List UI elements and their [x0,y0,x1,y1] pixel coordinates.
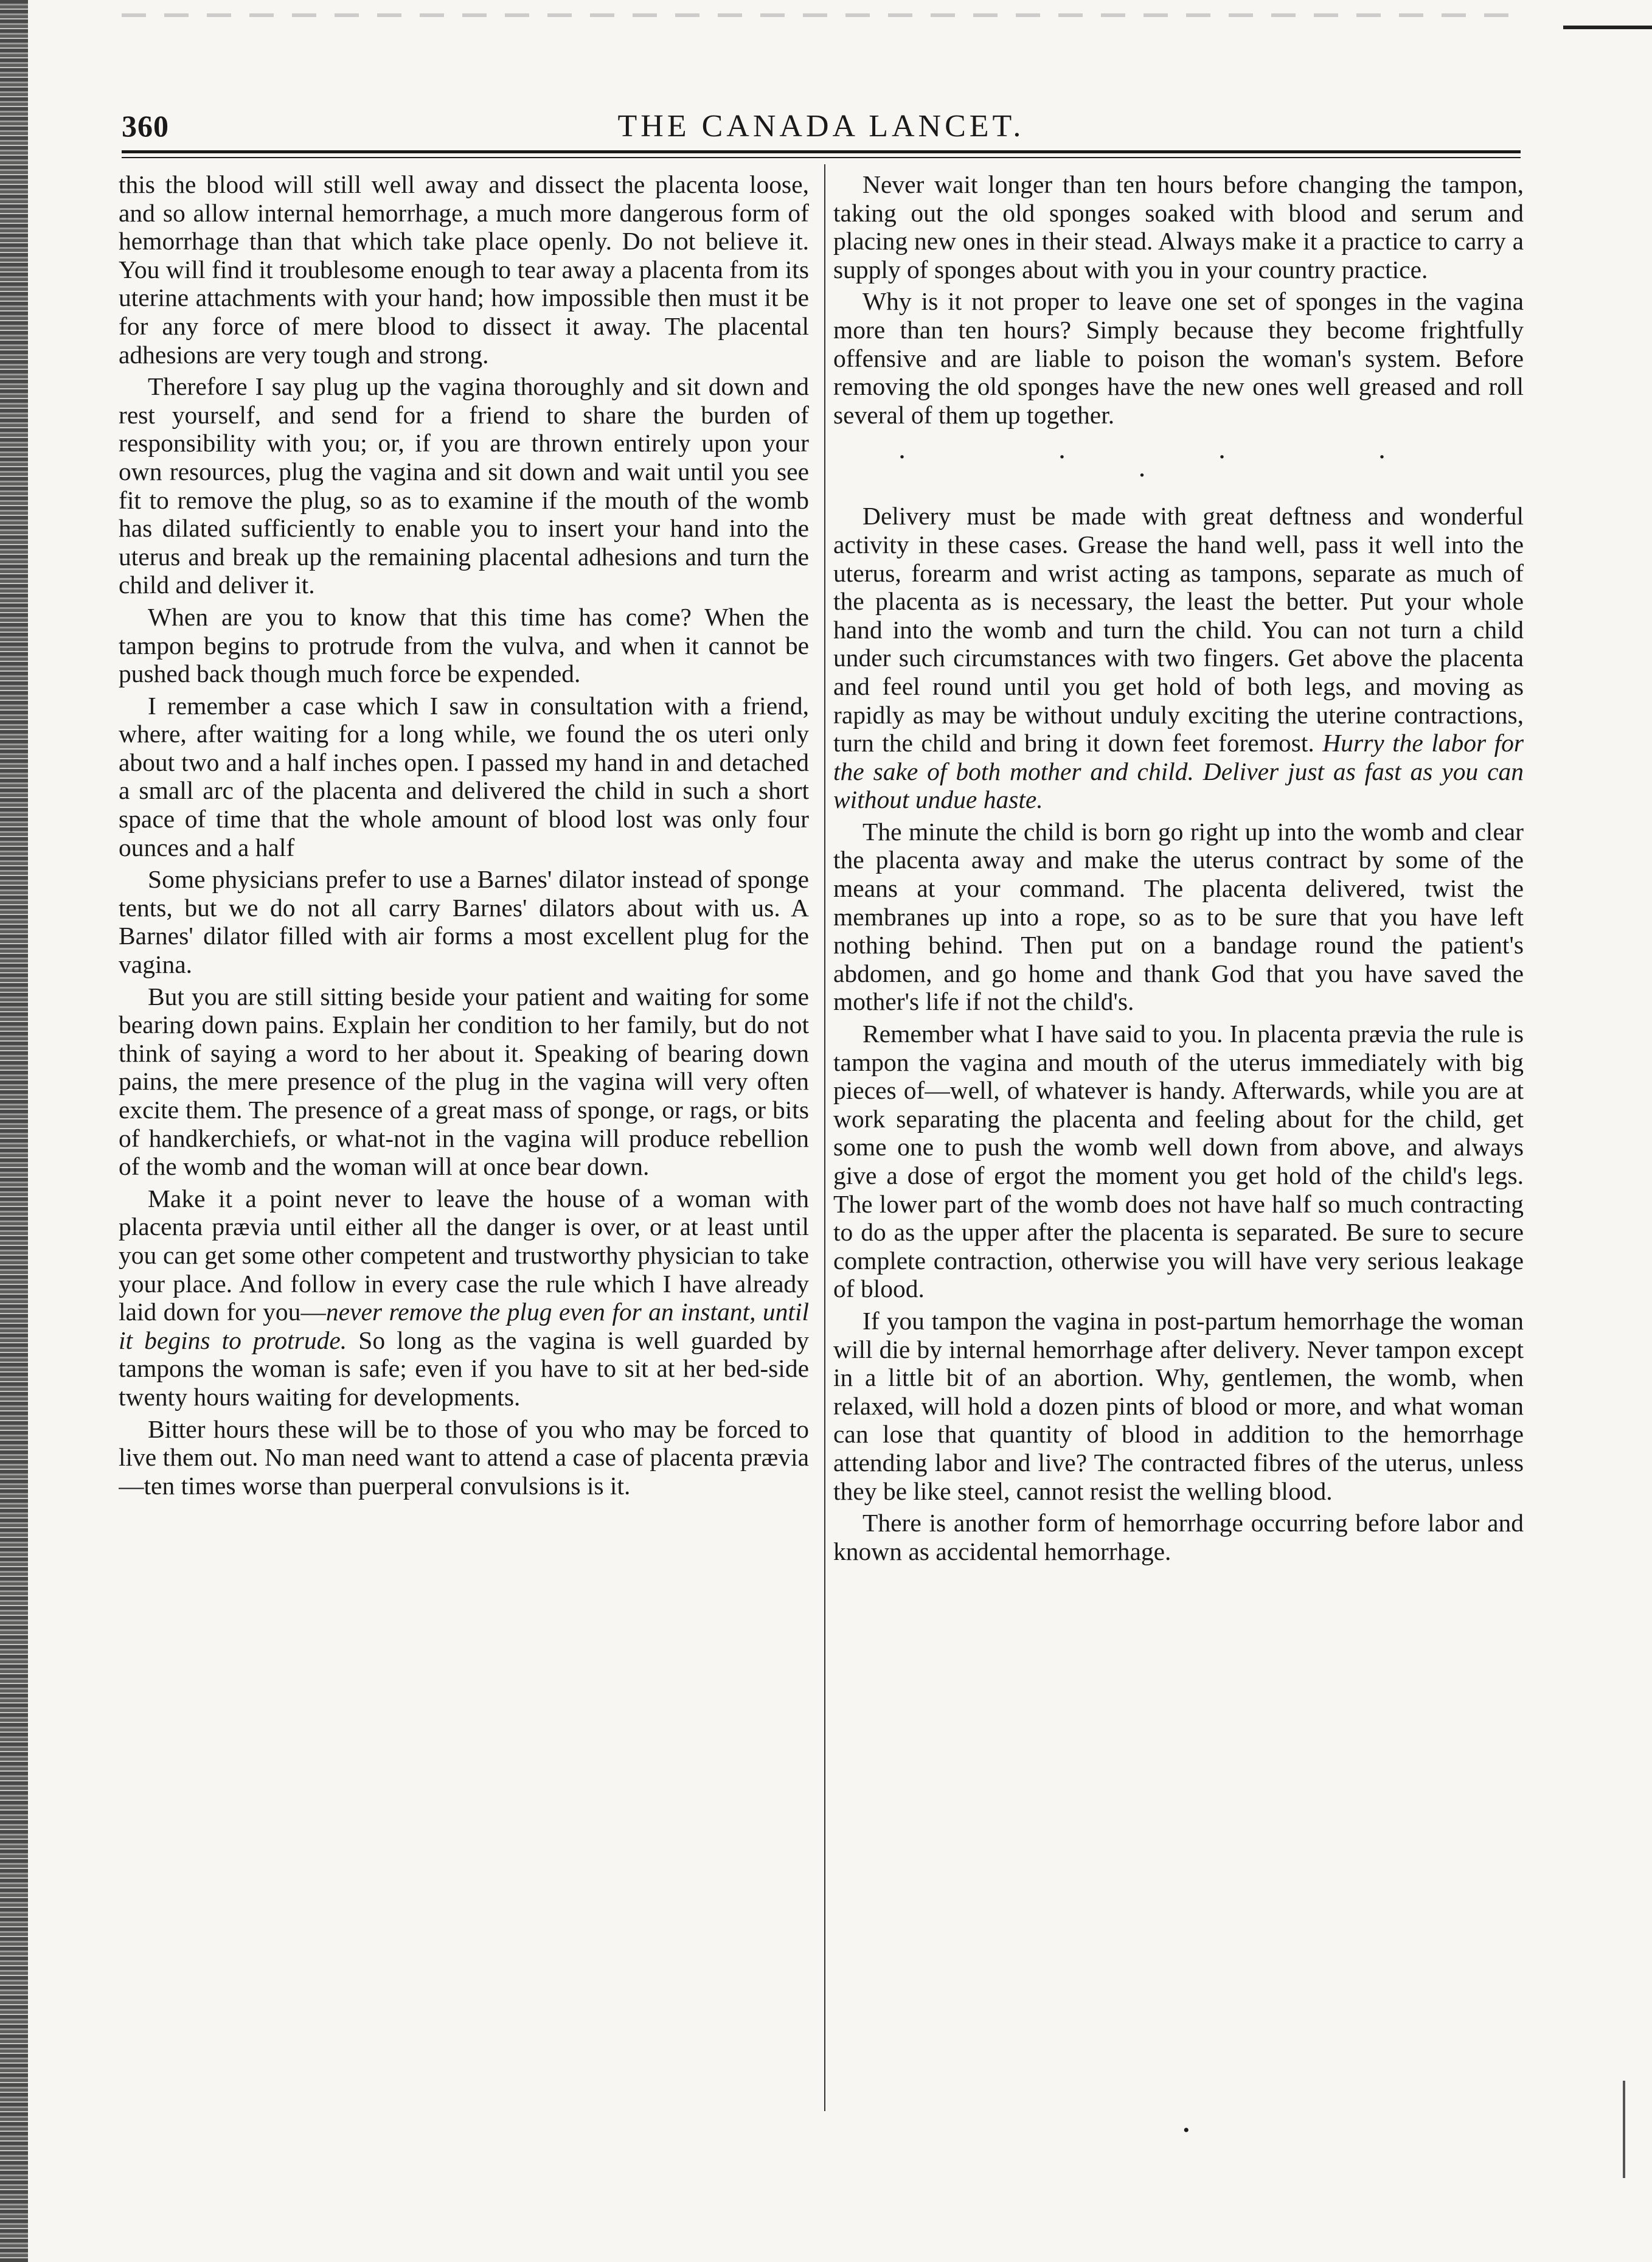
paragraph: I remember a case which I saw in consultation with a friend, where, after waiting for a long while, we found the os uteri only about two and a half inches open. I passed my hand in and detached a small arc of the placenta and delivered the child in such a short space of time that the whole amount of blood lost was only four ounces and a half [119,691,809,861]
right-column [833,170,1524,2117]
paragraph: When are you to know that this time has come? When the tampon begins to protrude from the vulva, and when it cannot be pushed back though much force be expended. [119,602,809,688]
scan-artifact-top [122,13,1521,17]
paragraph: If you tampon the vagina in post-partum hemorrhage the woman will die by internal hemorrhage after delivery. Never tampon except in a little bit of an abortion. Why, gentlemen, the womb, when relaxed, will hold a dozen pints of blood or more, and what woman can lose that quantity of blood in addition to the hemorrhage attending labor and live? The contracted fibres of the uterus, unless they be like steel, cannot resist the welling blood. [833,1306,1524,1505]
stray-ink-dot: • [1183,2120,1190,2140]
header-rule-thick [122,150,1521,153]
paragraph: Never wait longer than ten hours before changing the tampon, taking out the old sponges soaked with blood and serum and placing new ones in their stead. Always make it a practice to carry a supply of sponges about with you in your country practice. [833,170,1524,284]
page-number: 360 [122,109,169,143]
book-binding-edge [0,0,28,2262]
header-rule-thin [122,157,1521,158]
paragraph: this the blood will still well away and dissect the placenta loose, and so allow internal hemorrhage, a much more dangerous form of hemorrhage than that which take place openly. Do not believe it. You will find it troublesome enough to tear away a placenta from its uterine attachments with your hand; how impossible then must it be for any force of mere blood to dissect it away. The placental adhesions are very tough and strong. [119,170,809,369]
section-break-dots: . . . . . [898,433,1459,483]
paragraph: Delivery must be made with great deftness and wonderful activity in these cases. Grease the hand well, pass it well into the uterus, forearm and wrist acting as tampons, separate as much of the placenta as is necessary, the least the better. Put your whole hand into the womb and turn the child. You can not turn a child under such circumstances with two fingers. Get above the placenta and feel round until you get hold of both legs, and moving as rapidly as may be without unduly exciting the uterine contractions, turn the child and bring it down feet foremost. Hurry the labor for the sake of both mother and child. Deliver just as fast as you can without undue haste. [833,502,1524,814]
left-column [119,170,809,2117]
journal-title: THE CANADA LANCET. [617,109,1025,144]
scan-artifact-rule [1563,26,1652,29]
paragraph: But you are still sitting beside your patient and waiting for some bearing down pains. Explain her condition to her family, but do not think of saying a word to her about it. Speaking of bearing down pains, the mere presence of the plug in the vagina will very often excite them. The presence of a great mass of sponge, or rags, or bits of handkerchiefs, or what-not in the vagina will produce rebellion of the womb and the woman will at once bear down. [119,982,809,1181]
page-header [122,108,1521,145]
paragraph: The minute the child is born go right up into the womb and clear the placenta away and make the uterus contract by some of the means at your command. The placenta delivered, twist the membranes up into a rope, so as to be sure that you have left nothing behind. Then put on a bandage round the patient's abdomen, and go home and thank God that you have saved the mother's life if not the child's. [833,817,1524,1016]
paragraph: Remember what I have said to you. In placenta prævia the rule is tampon the vagina and mouth of the uterus immediately with big pieces of—well, of whatever is handy. Afterwards, while you are at work separating the placenta and feeling about for the child, get some one to push the womb well down from above, and always give a dose of ergot the moment you get hold of the child's legs. The lower part of the womb does not have half so much contracting to do as the upper after the placenta is separated. Be sure to secure complete contraction, otherwise you will have very serious leakage of blood. [833,1020,1524,1303]
paragraph: Therefore I say plug up the vagina thoroughly and sit down and rest yourself, and send for a friend to share the burden of responsibility with you; or, if you are thrown entirely upon your own resources, plug the vagina and sit down and wait until you see fit to remove the plug, so as to examine if the mouth of the womb has dilated sufficiently to enable you to insert your hand into the uterus and break up the remaining placental adhesions and turn the child and deliver it. [119,372,809,599]
scan-artifact-margin-mark [1623,2081,1625,2178]
paragraph: There is another form of hemorrhage occurring before labor and known as accidental hemorrhage. [833,1509,1524,1565]
column-divider [824,164,825,2111]
paragraph: Some physicians prefer to use a Barnes' dilator instead of sponge tents, but we do not all carry Barnes' dilators about with us. A Barnes' dilator filled with air forms a most excellent plug for the vagina. [119,865,809,979]
paragraph: Why is it not proper to leave one set of sponges in the vagina more than ten hours? Simply because they become frightfully offensive and are liable to poison the woman's system. Before removing the old sponges have the new ones well greased and roll several of them up together. [833,287,1524,429]
italic-emphasis: never remove the plug even for an instant, until it begins to protrude. [119,1298,809,1354]
italic-emphasis: Hurry the labor for the sake of both mother and child. Deliver just as fast as you can without undue haste. [833,729,1524,814]
paragraph: Make it a point never to leave the house of a woman with placenta prævia until either all the danger is over, or at least until you can get some other competent and trustworthy physician to take your place. And follow in every case the rule which I have already laid down for you—never remove the plug even for an instant, until it begins to protrude. So long as the vagina is well guarded by tampons the woman is safe; even if you have to sit at her bed-side twenty hours waiting for developments. [119,1184,809,1411]
paragraph: Bitter hours these will be to those of you who may be forced to live them out. No man need want to attend a case of placenta prævia—ten times worse than puerperal convulsions is it. [119,1415,809,1500]
